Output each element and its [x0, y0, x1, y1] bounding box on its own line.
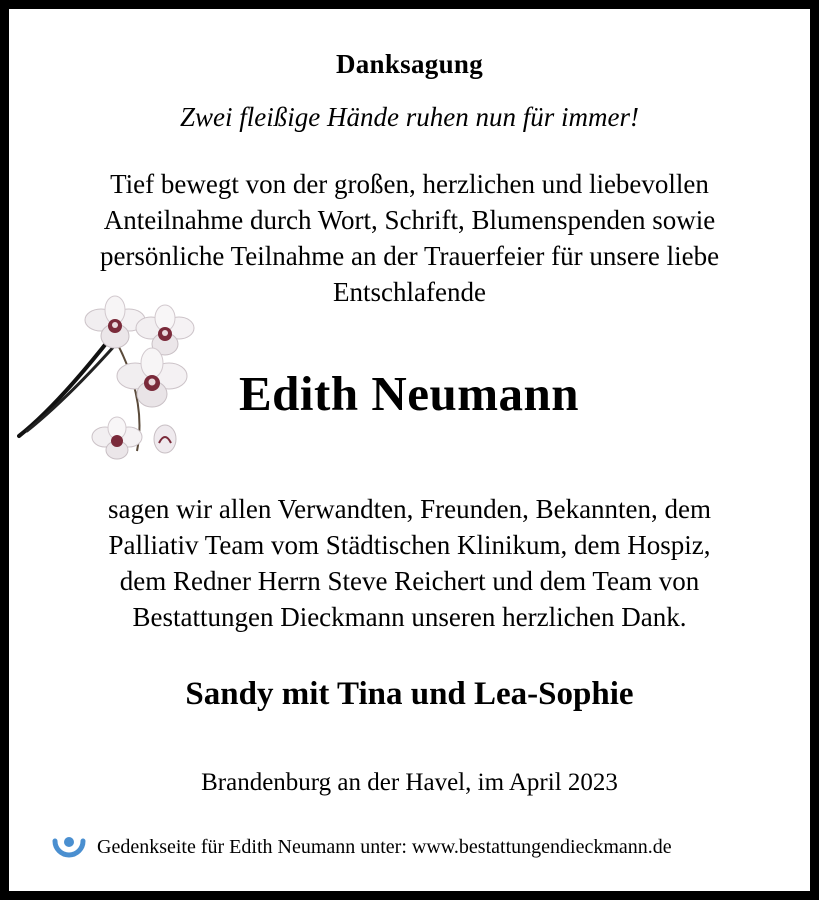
thanks-line: Palliativ Team vom Städtischen Klinikum, dem Hospiz, — [108, 530, 711, 560]
signers: Sandy mit Tina und Lea-Sophie — [185, 676, 634, 712]
memorial-page-link[interactable]: Gedenkseite für Edith Neumann unter: www.bestattungendieckmann.de — [97, 835, 672, 858]
notice-title: Danksagung — [335, 49, 484, 79]
thanks-line: Bestattungen Dieckmann unseren herzlichen Dank. — [132, 602, 687, 632]
intro-line: Entschlafende — [333, 277, 486, 307]
notice-motto: Zwei fleißige Hände ruhen nun für immer! — [180, 102, 639, 132]
intro-line: Anteilnahme durch Wort, Schrift, Blumenspenden sowie — [103, 205, 716, 235]
memorial-logo-icon — [51, 831, 87, 863]
thanks-line: dem Redner Herrn Steve Reichert und dem Team von — [119, 566, 700, 596]
orchid-icon — [17, 281, 207, 471]
deceased-name: Edith Neumann — [238, 366, 580, 421]
thanks-text — [29, 491, 790, 635]
footer — [51, 832, 672, 862]
obituary-card — [9, 9, 810, 891]
place-date: Brandenburg an der Havel, im April 2023 — [201, 769, 618, 796]
intro-line: Tief bewegt von der großen, herzlichen und liebevollen — [110, 169, 709, 199]
intro-line: persönliche Teilnahme an der Trauerfeier für unsere liebe — [99, 241, 720, 271]
thanks-line: sagen wir allen Verwandten, Freunden, Bekannten, dem — [107, 494, 712, 524]
